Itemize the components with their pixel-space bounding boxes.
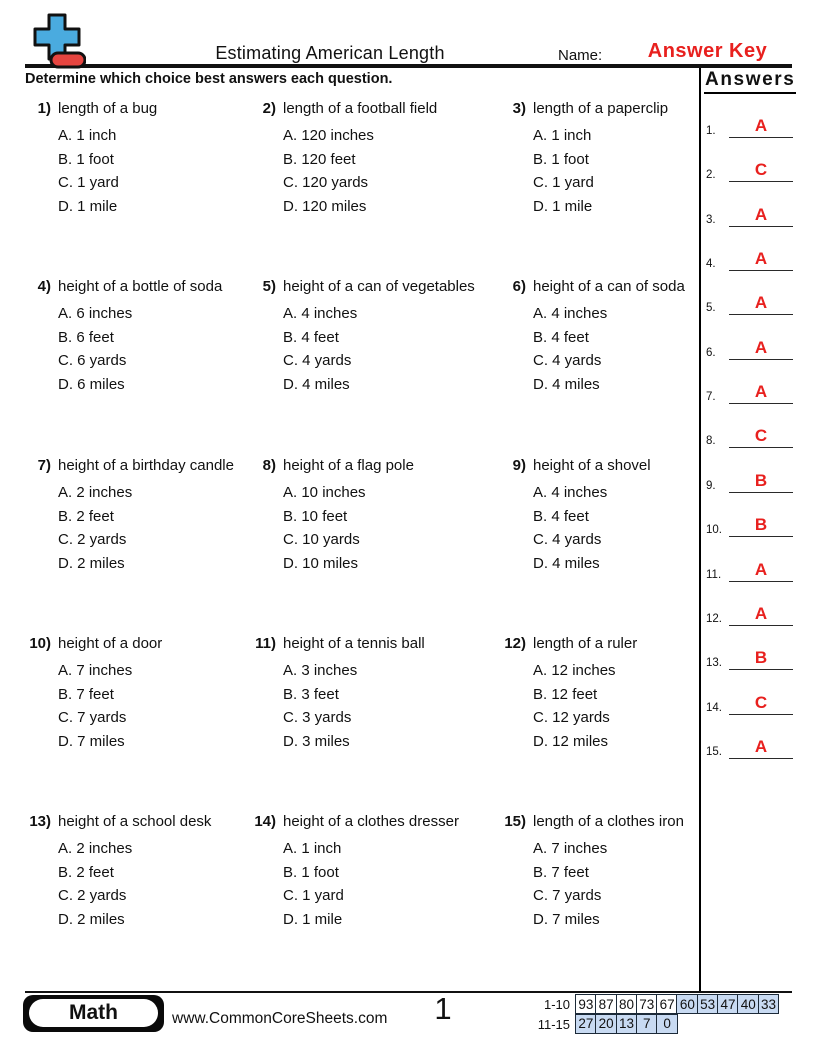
question-text: height of a clothes dresser xyxy=(283,813,459,830)
question-10 xyxy=(25,635,257,756)
choice-d: D. 120 miles xyxy=(283,197,367,215)
choice-d: D. 4 miles xyxy=(533,554,600,572)
question-number: 6) xyxy=(512,278,526,295)
question-number: 5) xyxy=(262,278,276,295)
subject-label: Math xyxy=(29,999,158,1027)
choice-a: A. 1 inch xyxy=(283,840,342,857)
choice-a: A. 3 inches xyxy=(283,662,358,679)
question-number: 7) xyxy=(37,457,51,474)
choice-d: D. 12 miles xyxy=(533,732,609,750)
score-cell: 0 xyxy=(656,1014,678,1034)
question-13 xyxy=(25,813,257,934)
question-text: height of a flag pole xyxy=(283,457,414,474)
choice-c: C. 4 yards xyxy=(533,531,602,549)
minus-icon xyxy=(51,53,85,67)
choice-a: A. 12 inches xyxy=(533,662,616,679)
plus-minus-logo-icon xyxy=(28,13,86,70)
choice-d: D. 2 miles xyxy=(58,910,125,928)
score-range-label-11-15: 11-15 xyxy=(537,1017,570,1032)
question-7 xyxy=(25,457,257,578)
answer-blank xyxy=(729,693,793,715)
choice-a: A. 120 inches xyxy=(283,127,374,144)
question-number: 9) xyxy=(512,457,526,474)
answer-number: 3. xyxy=(706,214,716,226)
question-number: 8) xyxy=(262,457,276,474)
question-12 xyxy=(500,635,732,756)
choice-a: A. 4 inches xyxy=(533,484,608,501)
choice-c: C. 3 yards xyxy=(283,709,352,727)
answer-blank xyxy=(729,249,793,271)
question-number: 3) xyxy=(512,100,526,117)
question-number: 12) xyxy=(504,635,526,652)
answer-blank xyxy=(729,648,793,670)
score-cell: 33 xyxy=(758,994,780,1014)
question-text: height of a door xyxy=(58,635,163,652)
answer-letter: C xyxy=(754,426,768,445)
answer-blank xyxy=(729,737,793,759)
choice-c: C. 12 yards xyxy=(533,709,610,727)
answer-number: 12. xyxy=(706,613,722,625)
answer-letter: B xyxy=(754,471,768,490)
choice-b: B. 12 feet xyxy=(533,685,598,703)
choice-b: B. 3 feet xyxy=(283,685,339,703)
question-11 xyxy=(250,635,482,756)
answer-blank xyxy=(729,205,793,227)
answer-blank xyxy=(729,338,793,360)
answer-number: 6. xyxy=(706,347,716,359)
question-14 xyxy=(250,813,482,934)
question-2 xyxy=(250,100,482,221)
choice-d: D. 6 miles xyxy=(58,375,125,393)
question-text: height of a can of soda xyxy=(533,278,685,295)
question-text: length of a paperclip xyxy=(533,100,669,117)
subject-badge xyxy=(23,995,164,1032)
choice-c: C. 2 yards xyxy=(58,887,127,905)
choice-a: A. 6 inches xyxy=(58,305,133,322)
answer-letter: A xyxy=(754,560,768,579)
choice-c: C. 2 yards xyxy=(58,531,127,549)
score-cell: 73 xyxy=(636,994,658,1014)
choice-d: D. 4 miles xyxy=(533,375,600,393)
answer-row-8 xyxy=(706,420,793,448)
answer-letter: B xyxy=(754,648,768,667)
score-cell: 40 xyxy=(737,994,759,1014)
choice-a: A. 7 inches xyxy=(58,662,133,679)
choice-b: B. 2 feet xyxy=(58,507,114,525)
question-text: height of a birthday candle xyxy=(58,457,234,474)
choice-c: C. 4 yards xyxy=(533,352,602,370)
answer-number: 11. xyxy=(706,569,722,581)
answer-row-12 xyxy=(706,598,793,626)
answer-number: 4. xyxy=(706,258,716,270)
answer-key-label: Answer Key xyxy=(647,40,768,62)
choice-d: D. 4 miles xyxy=(283,375,350,393)
choice-c: C. 7 yards xyxy=(533,887,602,905)
question-15 xyxy=(500,813,732,934)
question-number: 13) xyxy=(29,813,51,830)
question-number: 10) xyxy=(29,635,51,652)
score-cell: 47 xyxy=(717,994,739,1014)
question-6 xyxy=(500,278,732,399)
answer-blank xyxy=(729,116,793,138)
question-3 xyxy=(500,100,732,221)
question-number: 14) xyxy=(254,813,276,830)
answer-letter: A xyxy=(754,382,768,401)
choice-d: D. 10 miles xyxy=(283,554,359,572)
answer-number: 1. xyxy=(706,125,716,137)
choice-a: A. 1 inch xyxy=(58,127,117,144)
choice-a: A. 2 inches xyxy=(58,840,133,857)
question-number: 15) xyxy=(504,813,526,830)
choice-b: B. 4 feet xyxy=(533,328,589,346)
answer-number: 2. xyxy=(706,169,716,181)
choice-b: B. 1 foot xyxy=(283,863,339,881)
choice-b: B. 120 feet xyxy=(283,150,356,168)
choice-b: B. 6 feet xyxy=(58,328,114,346)
answer-blank xyxy=(729,560,793,582)
answer-number: 9. xyxy=(706,480,716,492)
answer-number: 5. xyxy=(706,302,716,314)
answer-letter: A xyxy=(754,205,768,224)
choice-d: D. 1 mile xyxy=(533,197,593,215)
answer-blank xyxy=(729,293,793,315)
choice-c: C. 1 yard xyxy=(58,174,119,192)
answer-letter: A xyxy=(754,604,768,623)
choice-b: B. 2 feet xyxy=(58,863,114,881)
choice-a: A. 4 inches xyxy=(533,305,608,322)
question-text: height of a school desk xyxy=(58,813,212,830)
choice-b: B. 1 foot xyxy=(58,150,114,168)
choice-b: B. 10 feet xyxy=(283,507,348,525)
score-cell: 93 xyxy=(575,994,597,1014)
answer-letter: B xyxy=(754,515,768,534)
answer-row-4 xyxy=(706,243,793,271)
question-text: length of a bug xyxy=(58,100,158,117)
question-number: 4) xyxy=(37,278,51,295)
choice-a: A. 7 inches xyxy=(533,840,608,857)
website-link[interactable]: www.CommonCoreSheets.com xyxy=(172,1010,388,1027)
answer-number: 8. xyxy=(706,435,716,447)
score-cell: 87 xyxy=(595,994,617,1014)
question-text: height of a can of vegetables xyxy=(283,278,475,295)
answer-letter: A xyxy=(754,737,768,756)
answer-letter: A xyxy=(754,338,768,357)
answer-letter: A xyxy=(754,116,768,135)
answer-number: 7. xyxy=(706,391,716,403)
score-cell: 60 xyxy=(676,994,698,1014)
instruction-text: Determine which choice best answers each question. xyxy=(25,71,393,87)
choice-c: C. 120 yards xyxy=(283,174,369,192)
answer-letter: C xyxy=(754,160,768,179)
score-cell: 20 xyxy=(595,1014,617,1034)
score-cell: 13 xyxy=(616,1014,638,1034)
choice-a: A. 10 inches xyxy=(283,484,366,501)
header-rule xyxy=(25,64,792,68)
choice-c: C. 1 yard xyxy=(533,174,594,192)
question-5 xyxy=(250,278,482,399)
question-4 xyxy=(25,278,257,399)
answers-heading: Answers xyxy=(704,69,796,94)
score-range-label-1-10: 1-10 xyxy=(543,997,570,1012)
choice-c: C. 10 yards xyxy=(283,531,360,549)
choice-d: D. 7 miles xyxy=(58,732,125,750)
answer-blank xyxy=(729,604,793,626)
choice-c: C. 1 yard xyxy=(283,887,344,905)
question-text: length of a ruler xyxy=(533,635,638,652)
commoncoresheets-logo xyxy=(28,13,86,75)
worksheet-title: Estimating American Length xyxy=(215,43,445,63)
choice-d: D. 3 miles xyxy=(283,732,350,750)
answer-blank xyxy=(729,160,793,182)
answer-letter: A xyxy=(754,293,768,312)
choice-d: D. 1 mile xyxy=(283,910,343,928)
question-text: length of a clothes iron xyxy=(533,813,684,830)
choice-c: C. 7 yards xyxy=(58,709,127,727)
score-cell: 80 xyxy=(616,994,638,1014)
choice-d: D. 7 miles xyxy=(533,910,600,928)
choice-d: D. 2 miles xyxy=(58,554,125,572)
choice-b: B. 4 feet xyxy=(283,328,339,346)
answer-number: 10. xyxy=(706,524,722,536)
choice-a: A. 4 inches xyxy=(283,305,358,322)
score-table-row-2 xyxy=(575,1014,678,1034)
score-cell: 53 xyxy=(697,994,719,1014)
question-number: 11) xyxy=(255,635,276,652)
question-text: height of a tennis ball xyxy=(283,635,425,652)
name-label: Name: xyxy=(558,47,603,64)
question-number: 1) xyxy=(37,100,51,117)
choice-b: B. 7 feet xyxy=(533,863,589,881)
answer-letter: C xyxy=(754,693,768,712)
score-cell: 67 xyxy=(656,994,678,1014)
question-text: height of a shovel xyxy=(533,457,651,474)
choice-d: D. 1 mile xyxy=(58,197,118,215)
score-cell: 27 xyxy=(575,1014,597,1034)
choice-b: B. 1 foot xyxy=(533,150,589,168)
page-number: 1 xyxy=(434,991,452,1026)
choice-b: B. 7 feet xyxy=(58,685,114,703)
question-text: height of a bottle of soda xyxy=(58,278,223,295)
choice-a: A. 2 inches xyxy=(58,484,133,501)
score-table-row-1 xyxy=(575,994,779,1014)
question-text: length of a football field xyxy=(283,100,438,117)
choice-a: A. 1 inch xyxy=(533,127,592,144)
answer-number: 15. xyxy=(706,746,722,758)
answer-number: 14. xyxy=(706,702,722,714)
answer-blank xyxy=(729,515,793,537)
choice-c: C. 6 yards xyxy=(58,352,127,370)
choice-c: C. 4 yards xyxy=(283,352,352,370)
answer-number: 13. xyxy=(706,657,722,669)
question-1 xyxy=(25,100,257,221)
answer-blank xyxy=(729,382,793,404)
question-number: 2) xyxy=(262,100,276,117)
question-8 xyxy=(250,457,482,578)
question-9 xyxy=(500,457,732,578)
score-cell: 7 xyxy=(636,1014,658,1034)
answer-blank xyxy=(729,426,793,448)
choice-b: B. 4 feet xyxy=(533,507,589,525)
answer-letter: A xyxy=(754,249,768,268)
answer-blank xyxy=(729,471,793,493)
